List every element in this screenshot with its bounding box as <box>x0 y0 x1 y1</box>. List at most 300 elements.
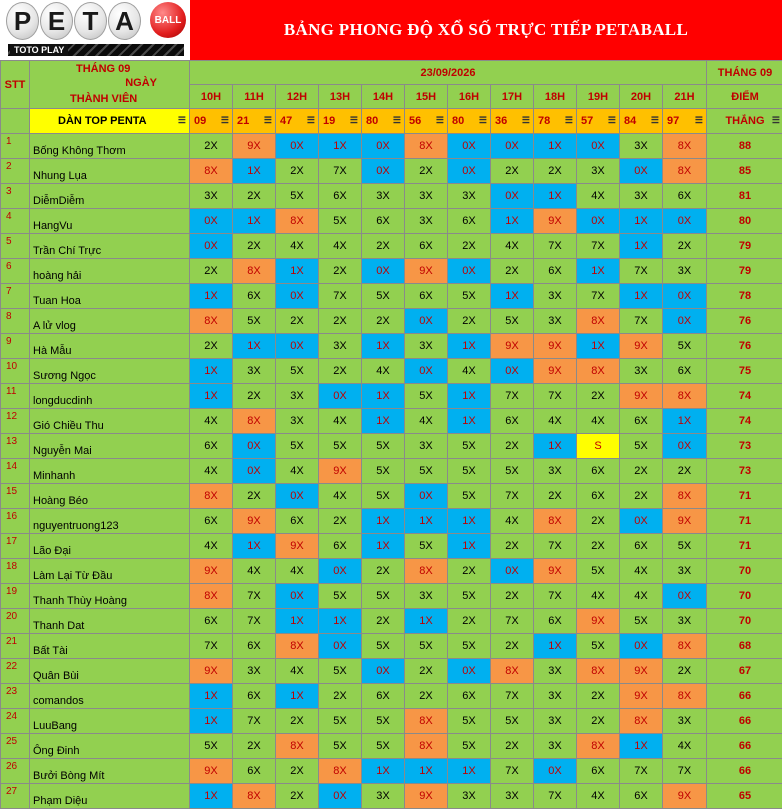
top-penta-value[interactable] <box>620 109 663 134</box>
result-cell: 5X <box>405 634 448 659</box>
result-cell: 2X <box>276 159 319 184</box>
result-cell: 0X <box>663 284 707 309</box>
date-header: 23/09/2026 <box>190 61 707 85</box>
result-cell: 0X <box>190 209 233 234</box>
result-cell: 9X <box>663 509 707 534</box>
result-cell: 4X <box>319 409 362 434</box>
result-cell: 5X <box>319 209 362 234</box>
result-cell: 8X <box>233 784 276 809</box>
top-penta-value[interactable] <box>534 109 577 134</box>
member-name: longducdinh <box>30 384 190 409</box>
filter-icon[interactable]: ☰ <box>650 115 659 125</box>
table-row <box>1 434 782 459</box>
member-name: Bống Không Thơm <box>30 134 190 159</box>
result-cell: 2X <box>491 159 534 184</box>
result-cell: 8X <box>319 759 362 784</box>
stt-header: STT <box>1 61 30 109</box>
filter-icon[interactable]: ☰ <box>392 115 401 125</box>
result-cell: 9X <box>190 659 233 684</box>
filter-icon[interactable]: ☰ <box>607 115 616 125</box>
result-cell: 0X <box>362 134 405 159</box>
result-cell: 7X <box>319 159 362 184</box>
result-cell: 2X <box>233 384 276 409</box>
result-cell: 2X <box>276 309 319 334</box>
member-rows <box>1 134 782 809</box>
hour-header: 19H <box>577 85 620 109</box>
result-cell: 2X <box>491 584 534 609</box>
filter-icon[interactable]: ☰ <box>478 115 487 125</box>
table-row <box>1 209 782 234</box>
petaball-logo <box>0 0 190 60</box>
result-cell: 2X <box>577 384 620 409</box>
logo-letter: A <box>108 2 141 40</box>
points-header: ĐIỂM <box>707 85 782 109</box>
result-cell: 7X <box>534 384 577 409</box>
result-cell: 7X <box>577 284 620 309</box>
hour-header: 11H <box>233 85 276 109</box>
table-row <box>1 534 782 559</box>
result-cell: 2X <box>577 534 620 559</box>
result-cell: 5X <box>405 459 448 484</box>
result-cell: 6X <box>319 184 362 209</box>
member-name: HangVu <box>30 209 190 234</box>
member-score: 80 <box>707 209 782 234</box>
table-row <box>1 159 782 184</box>
result-cell: 2X <box>663 659 707 684</box>
result-cell: 0X <box>620 159 663 184</box>
result-cell: 9X <box>190 759 233 784</box>
member-name: nguyentruong123 <box>30 509 190 534</box>
result-cell: 5X <box>577 559 620 584</box>
result-cell: 7X <box>534 584 577 609</box>
table-row <box>1 134 782 159</box>
result-cell: 5X <box>448 734 491 759</box>
result-cell: 0X <box>448 159 491 184</box>
result-cell: 4X <box>276 234 319 259</box>
result-cell: 6X <box>362 209 405 234</box>
result-cell: 8X <box>190 484 233 509</box>
result-cell: 0X <box>534 759 577 784</box>
row-number: 25 <box>1 734 30 759</box>
result-cell: 5X <box>362 484 405 509</box>
top-penta-number: 36 <box>495 115 508 127</box>
result-cell: 8X <box>577 734 620 759</box>
result-cell: 3X <box>276 409 319 434</box>
result-cell: 0X <box>405 484 448 509</box>
result-cell: 2X <box>319 309 362 334</box>
member-score: 70 <box>707 584 782 609</box>
result-cell: 7X <box>534 784 577 809</box>
result-cell: 9X <box>534 359 577 384</box>
member-name: Nhung Lụa <box>30 159 190 184</box>
result-cell: 7X <box>491 609 534 634</box>
result-cell: 0X <box>405 359 448 384</box>
member-name: Nguyễn Mai <box>30 434 190 459</box>
result-cell: 2X <box>577 684 620 709</box>
logo-letter: E <box>40 2 73 40</box>
result-cell: 5X <box>491 459 534 484</box>
result-cell: 3X <box>663 609 707 634</box>
filter-icon[interactable]: ☰ <box>694 115 703 125</box>
member-score: 76 <box>707 309 782 334</box>
result-cell: 0X <box>276 484 319 509</box>
result-cell: 7X <box>620 309 663 334</box>
result-cell: 1X <box>405 509 448 534</box>
result-cell: 2X <box>319 359 362 384</box>
result-cell: 2X <box>405 659 448 684</box>
member-score: 76 <box>707 334 782 359</box>
result-cell: 6X <box>534 259 577 284</box>
result-cell: 5X <box>620 609 663 634</box>
filter-icon[interactable]: ☰ <box>177 115 186 125</box>
top-penta-number: 80 <box>366 115 379 127</box>
result-cell: 5X <box>319 659 362 684</box>
top-penta-value[interactable] <box>663 109 707 134</box>
member-name: Thanh Dat <box>30 609 190 634</box>
result-cell: 7X <box>233 584 276 609</box>
result-cell: 2X <box>663 459 707 484</box>
result-cell: 1X <box>319 134 362 159</box>
result-cell: 5X <box>276 359 319 384</box>
member-score: 66 <box>707 684 782 709</box>
result-cell: 1X <box>190 684 233 709</box>
result-cell: 8X <box>233 259 276 284</box>
member-name: Làm Lại Từ Đầu <box>30 559 190 584</box>
result-cell: 9X <box>405 259 448 284</box>
result-cell: 4X <box>577 409 620 434</box>
filter-icon[interactable]: ☰ <box>564 115 573 125</box>
result-cell: 1X <box>362 534 405 559</box>
result-cell: 1X <box>405 759 448 784</box>
result-cell: 3X <box>534 734 577 759</box>
row-number: 11 <box>1 384 30 409</box>
result-cell: 0X <box>276 284 319 309</box>
table-row <box>1 709 782 734</box>
result-cell: 5X <box>577 634 620 659</box>
result-cell: 6X <box>448 209 491 234</box>
table-row <box>1 484 782 509</box>
result-cell: 8X <box>405 709 448 734</box>
filter-icon[interactable]: ☰ <box>306 115 315 125</box>
member-name: LuuBang <box>30 709 190 734</box>
top-penta-number: 19 <box>323 115 336 127</box>
row-number: 19 <box>1 584 30 609</box>
result-cell: 8X <box>663 684 707 709</box>
result-cell: 3X <box>620 134 663 159</box>
member-name: Trần Chí Trực <box>30 234 190 259</box>
top-penta-value[interactable] <box>405 109 448 134</box>
member-name: Ông Đinh <box>30 734 190 759</box>
result-cell: 2X <box>577 509 620 534</box>
filter-icon[interactable]: ☰ <box>220 115 229 125</box>
filter-icon[interactable]: ☰ <box>521 115 530 125</box>
result-cell: 4X <box>190 459 233 484</box>
member-score: 66 <box>707 734 782 759</box>
result-cell: 1X <box>448 334 491 359</box>
result-cell: 8X <box>663 384 707 409</box>
top-penta-number: 09 <box>194 115 207 127</box>
top-penta-number: 80 <box>452 115 465 127</box>
result-cell: 5X <box>319 434 362 459</box>
top-penta-row <box>1 109 782 134</box>
result-cell: 6X <box>190 509 233 534</box>
row-number: 24 <box>1 709 30 734</box>
header-bar <box>0 0 782 60</box>
top-penta-value[interactable] <box>276 109 319 134</box>
table-row <box>1 309 782 334</box>
top-penta-value[interactable] <box>190 109 233 134</box>
result-cell: 0X <box>276 134 319 159</box>
result-cell: 2X <box>448 234 491 259</box>
top-penta-text: DÀN TOP PENTA <box>58 115 147 127</box>
member-name: Bất Tài <box>30 634 190 659</box>
member-score: 85 <box>707 159 782 184</box>
result-cell: 1X <box>190 709 233 734</box>
member-name: hoàng hải <box>30 259 190 284</box>
result-cell: 4X <box>577 584 620 609</box>
top-penta-number: 21 <box>237 115 250 127</box>
result-cell: 4X <box>620 559 663 584</box>
result-cell: 2X <box>233 734 276 759</box>
result-cell: 3X <box>491 784 534 809</box>
member-score: 73 <box>707 434 782 459</box>
result-cell: 6X <box>233 284 276 309</box>
result-cell: 0X <box>663 209 707 234</box>
result-cell: 8X <box>663 134 707 159</box>
result-cell: 1X <box>190 359 233 384</box>
result-cell: 0X <box>491 134 534 159</box>
result-cell: S <box>577 434 620 459</box>
result-cell: 1X <box>448 509 491 534</box>
member-score: 81 <box>707 184 782 209</box>
result-cell: 5X <box>448 709 491 734</box>
result-cell: 1X <box>233 159 276 184</box>
filter-icon[interactable]: ☰ <box>771 115 780 125</box>
result-cell: 6X <box>620 534 663 559</box>
result-cell: 8X <box>405 559 448 584</box>
table-row <box>1 459 782 484</box>
member-name: Thanh Thùy Hoàng <box>30 584 190 609</box>
result-cell: 5X <box>276 434 319 459</box>
result-cell: 2X <box>362 309 405 334</box>
result-cell: 5X <box>362 634 405 659</box>
result-cell: 6X <box>405 234 448 259</box>
result-cell: 2X <box>276 759 319 784</box>
result-cell: 1X <box>491 284 534 309</box>
result-cell: 2X <box>663 234 707 259</box>
filter-icon[interactable]: ☰ <box>349 115 358 125</box>
member-name: Gió Chiều Thu <box>30 409 190 434</box>
result-cell: 1X <box>663 409 707 434</box>
result-cell: 0X <box>276 334 319 359</box>
result-cell: 9X <box>534 334 577 359</box>
results-table <box>0 60 782 809</box>
result-cell: 1X <box>233 534 276 559</box>
result-cell: 6X <box>448 684 491 709</box>
result-cell: 0X <box>491 559 534 584</box>
result-cell: 1X <box>190 384 233 409</box>
table-row <box>1 384 782 409</box>
result-cell: 0X <box>577 209 620 234</box>
result-cell: 0X <box>448 659 491 684</box>
result-cell: 4X <box>190 409 233 434</box>
row-number: 21 <box>1 634 30 659</box>
result-cell: 1X <box>233 334 276 359</box>
member-score: 65 <box>707 784 782 809</box>
result-cell: 0X <box>663 584 707 609</box>
result-cell: 1X <box>362 384 405 409</box>
result-cell: 3X <box>534 684 577 709</box>
result-cell: 0X <box>276 584 319 609</box>
result-cell: 1X <box>276 609 319 634</box>
top-penta-number: 57 <box>581 115 594 127</box>
result-cell: 5X <box>448 434 491 459</box>
result-cell: 8X <box>233 409 276 434</box>
member-score: 79 <box>707 234 782 259</box>
member-name: Phạm Diệu <box>30 784 190 809</box>
result-cell: 5X <box>233 309 276 334</box>
day-label: NGÀY <box>125 77 157 89</box>
row-number: 16 <box>1 509 30 534</box>
row-number: 26 <box>1 759 30 784</box>
result-cell: 2X <box>319 509 362 534</box>
member-score: 66 <box>707 759 782 784</box>
logo-letters <box>6 2 142 40</box>
result-cell: 4X <box>620 584 663 609</box>
table-row <box>1 234 782 259</box>
result-cell: 6X <box>233 634 276 659</box>
result-cell: 0X <box>233 459 276 484</box>
top-penta-number: 84 <box>624 115 637 127</box>
result-cell: 2X <box>233 484 276 509</box>
row-number: 27 <box>1 784 30 809</box>
table-row <box>1 659 782 684</box>
result-cell: 5X <box>319 709 362 734</box>
result-cell: 5X <box>190 734 233 759</box>
result-cell: 1X <box>448 409 491 434</box>
result-cell: 5X <box>448 284 491 309</box>
result-cell: 8X <box>190 159 233 184</box>
result-cell: 5X <box>362 584 405 609</box>
result-cell: 4X <box>491 509 534 534</box>
row-number: 23 <box>1 684 30 709</box>
result-cell: 5X <box>491 709 534 734</box>
result-cell: 0X <box>448 134 491 159</box>
result-cell: 2X <box>233 184 276 209</box>
result-cell: 1X <box>491 209 534 234</box>
result-cell: 4X <box>190 534 233 559</box>
result-cell: 6X <box>577 484 620 509</box>
result-cell: 9X <box>620 384 663 409</box>
top-penta-value[interactable] <box>491 109 534 134</box>
result-cell: 2X <box>577 709 620 734</box>
result-cell: 5X <box>448 484 491 509</box>
hour-header: 20H <box>620 85 663 109</box>
table-row <box>1 759 782 784</box>
filter-icon[interactable]: ☰ <box>263 115 272 125</box>
month-right-header: THÁNG 09 <box>707 61 782 85</box>
result-cell: 5X <box>448 584 491 609</box>
result-cell: 2X <box>491 534 534 559</box>
result-cell: 3X <box>448 784 491 809</box>
result-cell: 6X <box>233 684 276 709</box>
top-penta-number: 97 <box>667 115 680 127</box>
member-score: 71 <box>707 484 782 509</box>
member-score: 70 <box>707 609 782 634</box>
member-score: 74 <box>707 409 782 434</box>
top-penta-value[interactable] <box>362 109 405 134</box>
result-cell: 9X <box>491 334 534 359</box>
result-cell: 1X <box>405 609 448 634</box>
result-cell: 1X <box>233 209 276 234</box>
top-penta-value[interactable] <box>319 109 362 134</box>
result-cell: 3X <box>620 359 663 384</box>
result-cell: 3X <box>233 359 276 384</box>
result-cell: 1X <box>276 259 319 284</box>
member-name: Bưởi Bòng Mít <box>30 759 190 784</box>
row-number: 3 <box>1 184 30 209</box>
member-score: 71 <box>707 509 782 534</box>
top-penta-value[interactable] <box>448 109 491 134</box>
result-cell: 7X <box>620 259 663 284</box>
result-cell: 7X <box>491 684 534 709</box>
result-cell: 0X <box>362 659 405 684</box>
table-row <box>1 184 782 209</box>
result-cell: 1X <box>534 184 577 209</box>
top-penta-value[interactable] <box>233 109 276 134</box>
member-name: Hoàng Béo <box>30 484 190 509</box>
top-penta-value[interactable] <box>577 109 620 134</box>
member-name: Lão Đại <box>30 534 190 559</box>
result-cell: 1X <box>448 384 491 409</box>
result-cell: 1X <box>534 134 577 159</box>
hour-header: 16H <box>448 85 491 109</box>
result-cell: 3X <box>233 659 276 684</box>
result-cell: 4X <box>276 659 319 684</box>
result-cell: 4X <box>319 234 362 259</box>
result-cell: 3X <box>534 459 577 484</box>
result-cell: 7X <box>319 284 362 309</box>
result-cell: 8X <box>190 309 233 334</box>
result-cell: 3X <box>405 584 448 609</box>
result-cell: 3X <box>577 159 620 184</box>
result-cell: 9X <box>233 134 276 159</box>
table-row <box>1 584 782 609</box>
result-cell: 3X <box>448 184 491 209</box>
result-cell: 5X <box>319 584 362 609</box>
result-cell: 1X <box>620 734 663 759</box>
result-cell: 0X <box>190 234 233 259</box>
result-cell: 2X <box>448 559 491 584</box>
result-cell: 2X <box>190 334 233 359</box>
result-cell: 2X <box>362 234 405 259</box>
hour-header: 10H <box>190 85 233 109</box>
row-number: 7 <box>1 284 30 309</box>
result-cell: 1X <box>276 684 319 709</box>
table-row <box>1 684 782 709</box>
result-cell: 8X <box>405 134 448 159</box>
row-number: 18 <box>1 559 30 584</box>
row-number: 15 <box>1 484 30 509</box>
member-score: 75 <box>707 359 782 384</box>
member-score: 79 <box>707 259 782 284</box>
result-cell: 1X <box>534 634 577 659</box>
result-cell: 8X <box>190 584 233 609</box>
top-penta-label[interactable] <box>30 109 190 134</box>
thang-header[interactable] <box>707 109 782 134</box>
filter-icon[interactable]: ☰ <box>435 115 444 125</box>
member-score: 68 <box>707 634 782 659</box>
